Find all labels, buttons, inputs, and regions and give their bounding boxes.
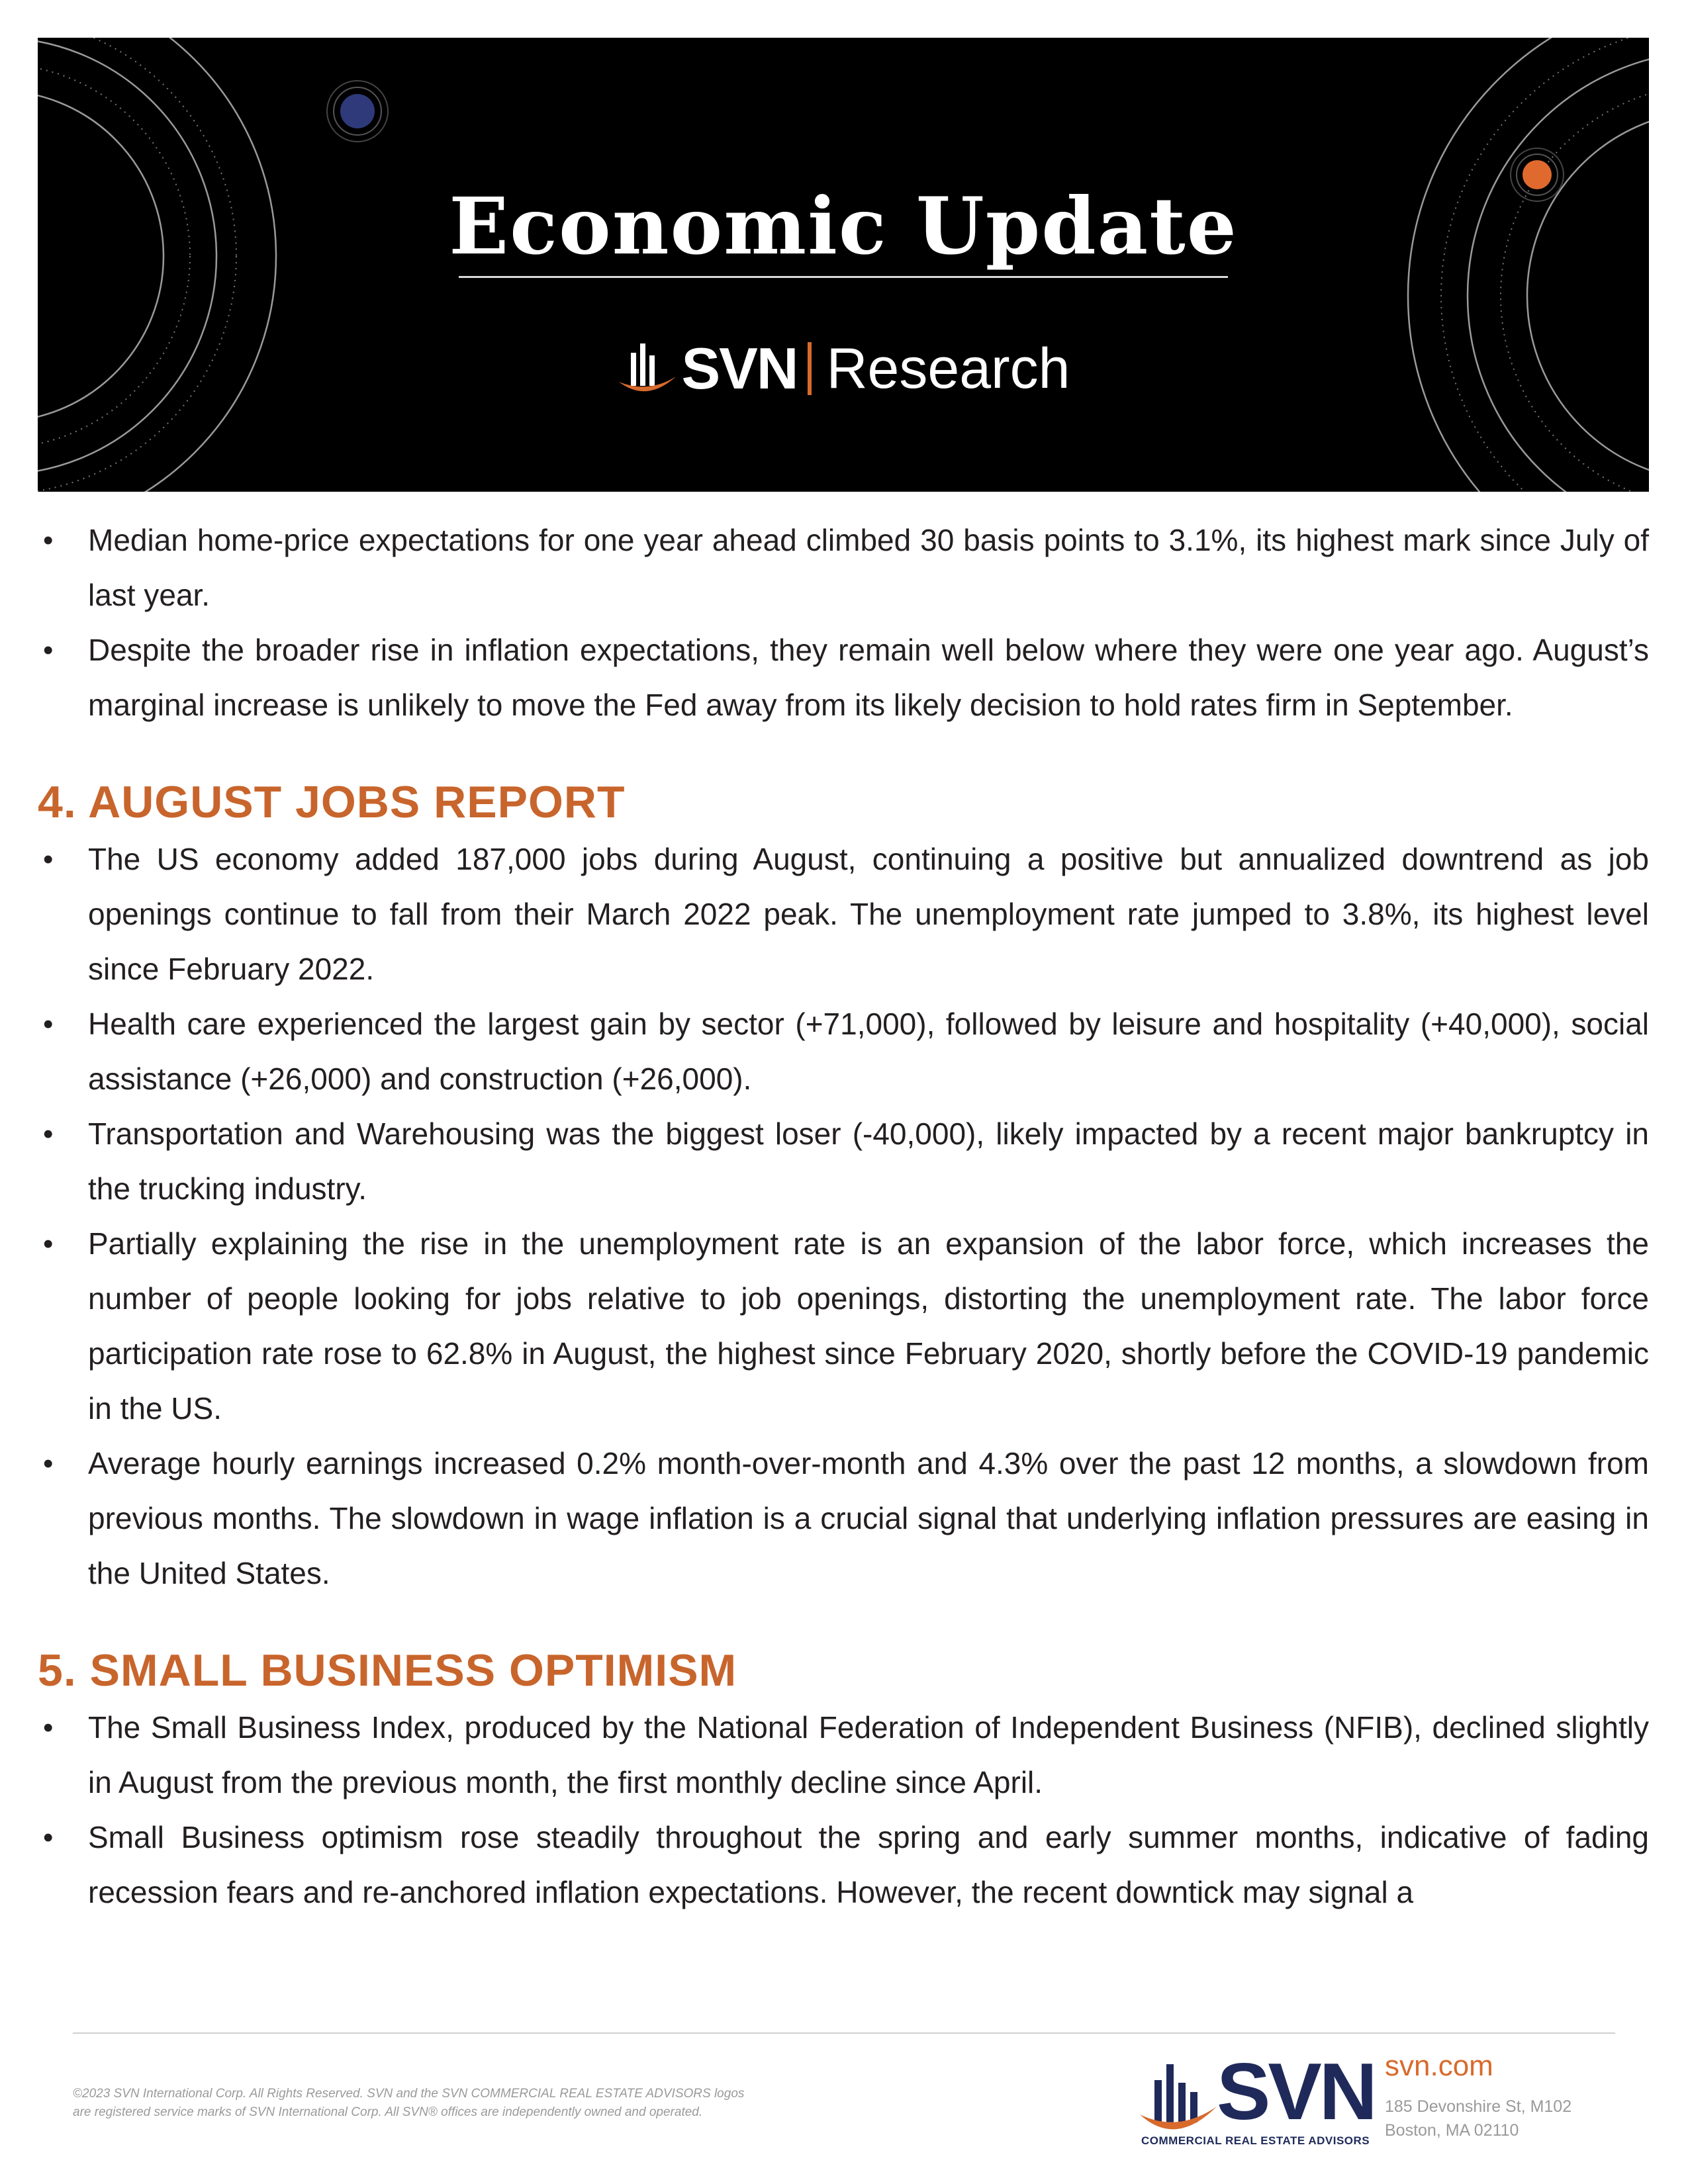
header-banner: [38, 38, 1649, 492]
list-item: • Median home-price expectations for one year ahead climbed 30 basis points to 3.1%, its highest mark since July of last year.: [38, 513, 1649, 623]
address-line: 185 Devonshire St, M102: [1385, 2097, 1572, 2116]
footer-logo-text: SVN: [1217, 2046, 1375, 2136]
section-heading-small-business: 5. SMALL BUSINESS OPTIMISM: [38, 1645, 737, 1696]
article-body: [38, 513, 1649, 1920]
list-item: • Small Business optimism rose steadily throughout the spring and early summer months, indicative of fading recession fears and re-anchored inflation expectations. However, the recent downtick may signal a: [38, 1810, 1649, 1920]
blue-planet-icon: [327, 81, 388, 142]
list-item: • The Small Business Index, produced by the National Federation of Independent Business (NFIB), declined slightly in August from the previous month, the first monthly decline since April.: [38, 1700, 1649, 1810]
office-address: [1385, 2095, 1571, 2142]
brand-divider: [808, 342, 812, 395]
list-item: • The US economy added 187,000 jobs during August, continuing a positive but annualized downtrend as job openings continue to fall from their March 2022 peak. The unemployment rate jumped to 3.8%, its highest level since February 2022.: [38, 832, 1649, 997]
address-line: Boston, MA 02110: [1385, 2121, 1519, 2140]
list-item: • Despite the broader rise in inflation expectations, they remain well below where they were one year ago. August’s marginal increase is unlikely to move the Fed away from its likely decision to hold rates firm in September.: [38, 623, 1649, 733]
intro-bullet-list: [38, 513, 1649, 733]
list-item: • Average hourly earnings increased 0.2% month-over-month and 4.3% over the past 12 months, a slowdown from previous months. The slowdown in wage inflation is a crucial signal that underlying inflation pressures are easing in the United States.: [38, 1436, 1649, 1601]
title-divider: [459, 276, 1228, 278]
footer-logo-tagline: COMMERCIAL REAL ESTATE ADVISORS: [1141, 2134, 1370, 2147]
copyright-notice: [73, 2085, 933, 2122]
list-item: • Partially explaining the rise in the unemployment rate is an expansion of the labor force, which increases the number of people looking for jobs relative to job openings, distorting the unemployment rate. The labor force participation rate rose to 62.8% in August, the highest since February 2020, shortly before the COVID-19 pandemic in the US.: [38, 1216, 1649, 1436]
website-link[interactable]: svn.com: [1385, 2050, 1493, 2082]
section-heading-jobs-report: 4. AUGUST JOBS REPORT: [38, 777, 626, 827]
brand-name: SVN: [681, 336, 798, 401]
list-item: • Health care experienced the largest gain by sector (+71,000), followed by leisure and hospitality (+40,000), social assistance (+26,000) and construction (+26,000).: [38, 997, 1649, 1107]
page-title: Economic Update: [449, 180, 1238, 272]
copyright-line: ©2023 SVN International Corp. All Rights Reserved. SVN and the SVN COMMERCIAL REAL ESTATE ADVISORS logos: [73, 2087, 745, 2101]
svn-logo-icon: [616, 338, 677, 399]
brand-division: Research: [826, 336, 1070, 400]
svn-research-logo: [38, 329, 1649, 408]
jobs-report-bullet-list: [38, 832, 1649, 1601]
small-business-bullet-list: [38, 1700, 1649, 1920]
list-item: • Transportation and Warehousing was the biggest loser (-40,000), likely impacted by a recent major bankruptcy in the trucking industry.: [38, 1107, 1649, 1216]
copyright-line: are registered service marks of SVN International Corp. All SVN® offices are independently owned and operated.: [73, 2105, 703, 2119]
footer-divider: [73, 2032, 1615, 2034]
